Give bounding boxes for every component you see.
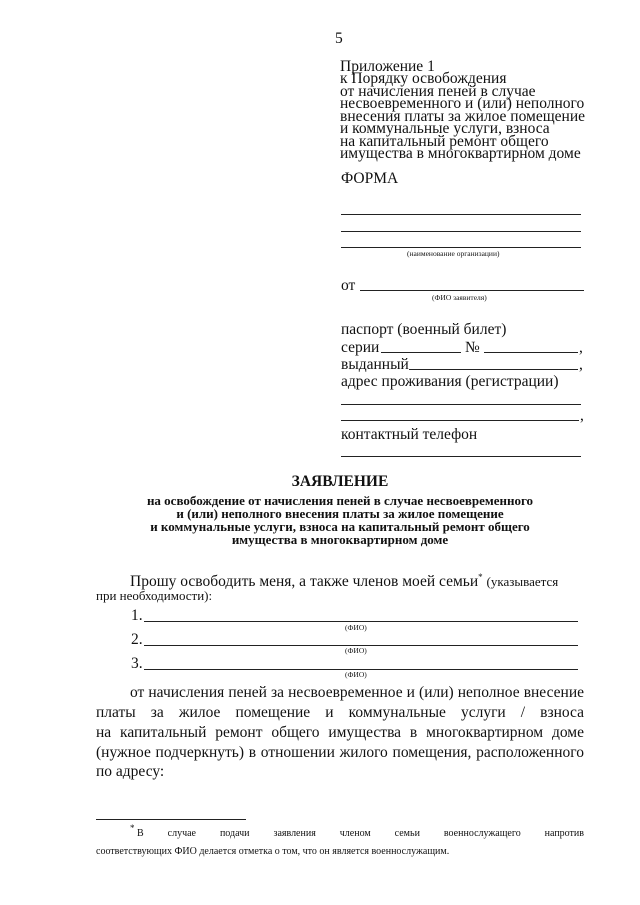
applicant-caption: (ФИО заявителя) (432, 293, 487, 302)
phone-line (341, 456, 581, 457)
footnote-ref: * (478, 572, 483, 582)
subtitle-line: и (или) неполного внесения платы за жилое помещение (176, 506, 504, 521)
appendix-line: Приложение 1 (340, 58, 435, 75)
applicant-line (360, 290, 584, 291)
org-line (341, 231, 581, 232)
comma: , (579, 339, 583, 356)
request-note-cont: при необходимости): (96, 588, 213, 603)
request-text: Прошу освободить меня, а также членов моей семьи (130, 573, 479, 591)
appendix-line: от начисления пеней в случае (340, 83, 536, 100)
subtitle-line: и коммунальные услуги, взноса на капитальный ремонт общего (150, 519, 530, 534)
body-line: от начисления пеней за несвоевременное и (или) неполное внесение (130, 684, 584, 701)
family-item-caption: (ФИО) (345, 623, 367, 632)
phone-label: контактный телефон (341, 426, 478, 443)
request-line (130, 570, 558, 589)
request-note: (указывается (486, 574, 559, 590)
number-line (484, 352, 578, 353)
family-item-number: 2. (131, 631, 143, 648)
appendix-line: внесения платы за жилое помещение (340, 108, 586, 125)
series-label: серии (341, 339, 380, 356)
subtitle-line: имущества в многоквартирном доме (231, 532, 449, 547)
org-line (341, 247, 581, 248)
appendix-line: и коммунальные услуги, взноса (340, 120, 550, 137)
appendix-line: на капитальный ремонт общего (340, 133, 549, 150)
comma: , (580, 407, 584, 424)
number-label: № (465, 339, 480, 356)
address-label: адрес проживания (регистрации) (341, 373, 559, 390)
body-line: платы за жилое помещение и коммунальные услуги / взноса (96, 704, 584, 721)
appendix-line: имущества в многоквартирном доме (340, 145, 581, 162)
org-caption: (наименование организации) (407, 249, 500, 258)
family-item-caption: (ФИО) (345, 670, 367, 679)
subtitle-line: на освобождение от начисления пеней в случае несвоевременного (146, 493, 534, 508)
org-line (341, 214, 581, 215)
address-line (341, 404, 581, 405)
from-label: от (341, 277, 356, 294)
form-label: ФОРМА (341, 170, 399, 187)
body-line: по адресу: (96, 763, 165, 780)
series-line (381, 352, 461, 353)
passport-label: паспорт (военный билет) (341, 321, 507, 338)
appendix-line: к Порядку освобождения (340, 70, 507, 87)
family-item-number: 3. (131, 655, 143, 672)
footnote-line: соответствующих ФИО делается отметка о том, что он является военнослужащим. (96, 846, 450, 857)
page-number: 5 (335, 30, 343, 47)
body-line: (нужное подчеркнуть) в отношении жилого помещения, расположенного (96, 744, 584, 761)
issued-label: выданный (341, 356, 409, 373)
family-item-number: 1. (131, 607, 143, 624)
appendix-line: несвоевременного и (или) неполного (340, 95, 585, 112)
family-item-caption: (ФИО) (345, 646, 367, 655)
footnote-separator (96, 819, 246, 820)
document-title: ЗАЯВЛЕНИЕ (291, 473, 389, 490)
address-line (341, 420, 579, 421)
comma: , (579, 356, 583, 373)
footnote-mark: * (130, 823, 135, 833)
footnote-line: В случае подачи заявления членом семьи военнослужащего напротив (137, 828, 584, 839)
family-item-line (144, 621, 578, 622)
body-line: на капитальный ремонт общего имущества в многоквартирном доме (96, 724, 584, 741)
issued-line (409, 369, 578, 370)
